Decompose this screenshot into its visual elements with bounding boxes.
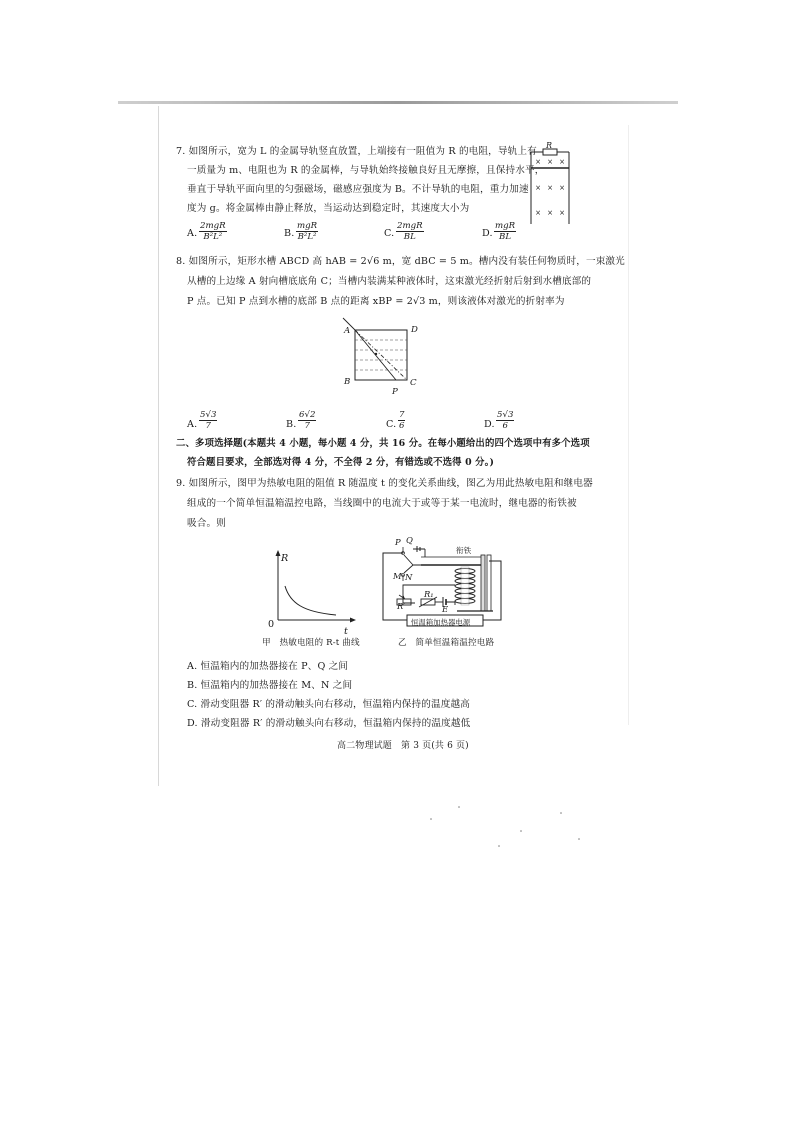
- q7-rail-figure: [525, 140, 575, 225]
- svg-text:×: ×: [547, 184, 553, 192]
- q9-circuit-power-box-label: 恒温箱加热器电源: [411, 618, 471, 627]
- q9-circuit-label-q: Q: [406, 535, 413, 545]
- scan-left-edge: [158, 106, 159, 786]
- q8-option-a-letter: A.: [187, 419, 198, 430]
- svg-text:×: ×: [559, 184, 565, 192]
- q7-option-d-fraction: mgR BL: [495, 221, 516, 242]
- svg-text:×: ×: [547, 158, 553, 166]
- q9-circuit-label-e: E: [442, 604, 449, 614]
- q7-option-b-fraction: mgR B²L²: [297, 221, 318, 242]
- q8-option-b-letter: B.: [286, 419, 297, 430]
- q8-option-d-fraction: 5√3 6: [497, 410, 514, 431]
- scan-right-edge: [628, 125, 629, 725]
- q8-label-b: B: [344, 377, 351, 387]
- q7-option-a-letter: A.: [187, 228, 198, 239]
- q9-line-1: 9. 如图所示，图甲为热敏电阻的阻值 R 随温度 t 的变化关系曲线，图乙为用此热敏电阻和继电器: [176, 478, 593, 489]
- q8-option-c-fraction: 7 6: [399, 410, 405, 431]
- q8-label-p: P: [392, 387, 398, 397]
- q8-label-d: D: [411, 325, 418, 335]
- q9-line-3: 吸合。则: [187, 518, 226, 529]
- svg-text:×: ×: [547, 209, 553, 217]
- q7-line-2: 一质量为 m、电阻也为 R 的金属棒，与导轨始终接触良好且无摩擦，且保持水平，: [187, 165, 545, 176]
- q8-label-c: C: [410, 378, 417, 388]
- q9-line-2: 组成的一个简单恒温箱温控电路，当线圈中的电流大于或等于某一电流时，继电器的衔铁被: [187, 498, 577, 509]
- section2-heading-line-1: 二、多项选择题(本题共 4 小题，每小题 4 分，共 16 分。在每小题给出的四个选项中有多个选项: [176, 438, 590, 449]
- q7-line-3: 垂直于导轨平面向里的匀强磁场，磁感应强度为 B。不计导轨的电阻，重力加速: [187, 184, 529, 195]
- q9-graph-xlabel: t: [344, 626, 348, 637]
- q9-circuit-label-p: P: [395, 537, 401, 547]
- q8-line-3: P 点。已知 P 点到水槽的底部 B 点的距离 xBP = 2√3 m，则该液体对激光的折射率为: [187, 296, 565, 307]
- q7-figure-label-r: R: [546, 141, 553, 150]
- q8-option-d-letter: D.: [484, 419, 495, 430]
- svg-text:×: ×: [535, 209, 541, 217]
- section2-heading-line-2: 符合题目要求，全部选对得 4 分，不全得 2 分，有错选或不选得 0 分。): [187, 457, 495, 468]
- q7-option-b-letter: B.: [284, 228, 295, 239]
- svg-text:×: ×: [559, 209, 565, 217]
- q9-circuit-label-rprime: R′: [397, 601, 406, 611]
- q8-option-b-fraction: 6√2 7: [299, 410, 316, 431]
- q7-option-a-fraction: 2mgR B²L²: [200, 221, 226, 242]
- q8-option-a-fraction: 5√3 7: [200, 410, 217, 431]
- q8-line-2: 从槽的上边缘 A 射向槽底底角 C；当槽内装满某种液体时，这束激光经折射后射到水槽底部的: [187, 276, 592, 287]
- q9-graph-origin: 0: [268, 619, 275, 630]
- svg-text:×: ×: [535, 158, 541, 166]
- q9-caption-graph: 甲 热敏电阻的 R-t 曲线: [262, 638, 360, 648]
- q7-line-1: 7. 如图所示，宽为 L 的金属导轨竖直放置，上端接有一阻值为 R 的电阻，导轨上有: [176, 146, 537, 157]
- svg-text:×: ×: [535, 184, 541, 192]
- page-footer: 高二物理试题 第 3 页(共 6 页): [337, 741, 469, 751]
- svg-text:×: ×: [559, 158, 565, 166]
- q9-option-a: A. 恒温箱内的加热器接在 P、Q 之间: [187, 661, 349, 672]
- q9-circuit-label-m: M: [393, 571, 402, 581]
- q8-option-c-letter: C.: [386, 419, 397, 430]
- q7-line-4: 度为 g。将金属棒由静止释放，当运动达到稳定时，其速度大小为: [187, 203, 470, 214]
- q8-line-1: 8. 如图所示，矩形水槽 ABCD 高 hAB = 2√6 m，宽 dBC = 5 m。槽内没有装任何物质时，一束激光: [176, 256, 625, 267]
- scan-top-edge: [118, 101, 678, 104]
- q7-option-d-letter: D.: [482, 228, 493, 239]
- q9-circuit-label-r1: R₁: [424, 589, 434, 599]
- q9-caption-circuit: 乙 简单恒温箱温控电路: [398, 638, 495, 648]
- q7-option-c-letter: C.: [384, 228, 395, 239]
- q9-option-c: C. 滑动变阻器 R′ 的滑动触头向右移动，恒温箱内保持的温度越高: [187, 699, 470, 710]
- q9-circuit-label-n: N: [405, 572, 413, 582]
- q7-option-c-fraction: 2mgR BL: [397, 221, 423, 242]
- q9-circuit-label-armature: 衔铁: [456, 546, 472, 555]
- q9-graph-ylabel: R: [281, 553, 289, 564]
- q8-label-a: A: [344, 326, 351, 336]
- q9-option-b: B. 恒温箱内的加热器接在 M、N 之间: [187, 680, 353, 691]
- q9-option-d: D. 滑动变阻器 R′ 的滑动触头向右移动，恒温箱内保持的温度越低: [187, 718, 471, 729]
